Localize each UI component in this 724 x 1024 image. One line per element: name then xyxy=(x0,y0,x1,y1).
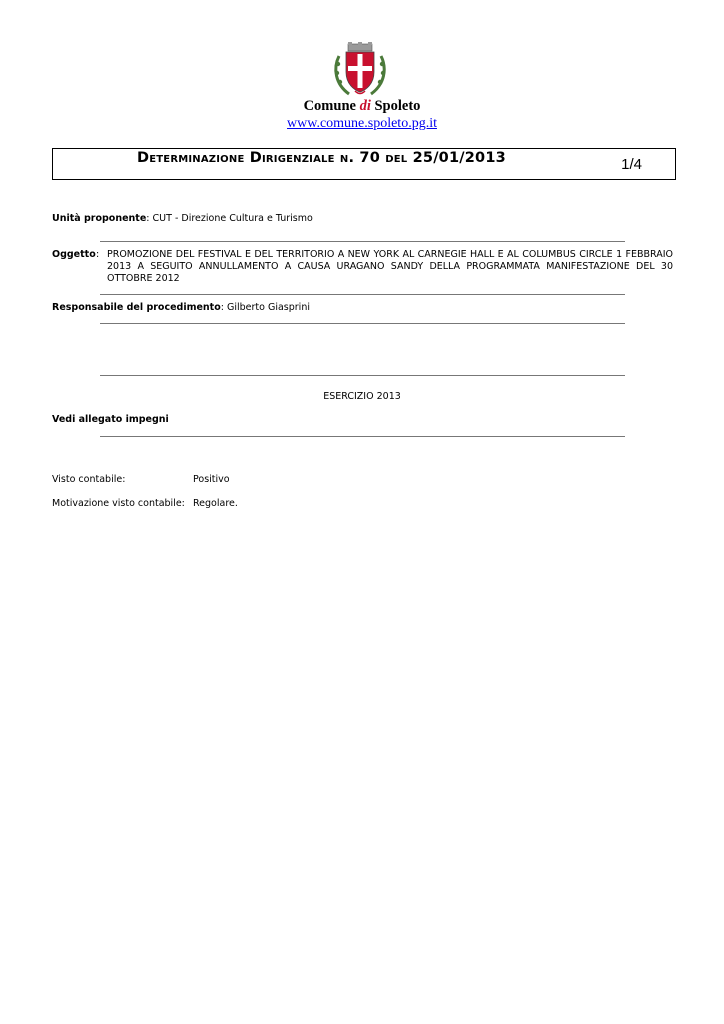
unita-value: CUT - Direzione Cultura e Turismo xyxy=(152,213,313,224)
title-label: Determinazione Dirigenziale n. xyxy=(137,150,355,166)
comune-city: Spoleto xyxy=(374,98,421,114)
motivazione-label: Motivazione visto contabile: xyxy=(52,498,185,509)
municipality-name xyxy=(0,98,724,115)
responsabile-value: Gilberto Giasprini xyxy=(227,302,310,313)
divider xyxy=(100,294,625,295)
visto-value: Positivo xyxy=(193,474,230,485)
divider xyxy=(100,436,625,437)
title-box xyxy=(52,148,676,180)
title-del: del xyxy=(385,150,408,166)
document-title xyxy=(137,149,506,167)
esercizio: ESERCIZIO 2013 xyxy=(323,391,401,402)
responsabile-label: Responsabile del procedimento xyxy=(52,302,221,313)
oggetto-label: Oggetto xyxy=(52,249,96,260)
motivazione-value: Regolare. xyxy=(193,498,238,509)
unita-row: Unità proponente: CUT - Direzione Cultura e Turismo xyxy=(52,213,313,224)
title-number: 70 xyxy=(359,150,380,166)
oggetto-value: PROMOZIONE DEL FESTIVAL E DEL TERRITORIO A NEW YORK AL CARNEGIE HALL E AL COLUMBUS CIRCLE 1 FEBBRAIO 2013 A SEGUITO ANNULLAMENTO A CAUSA URAGANO SANDY DELLA PROGRAMMATA MANIFESTAZIONE DEL 30 OTTOBRE 2012 xyxy=(107,249,673,284)
title-date: 25/01/2013 xyxy=(412,150,506,166)
oggetto-colon: : xyxy=(96,249,100,260)
page-number: 1/4 xyxy=(621,156,642,173)
divider xyxy=(100,375,625,376)
divider xyxy=(100,323,625,324)
divider xyxy=(100,241,625,242)
comune-di: di xyxy=(359,98,371,114)
visto-label: Visto contabile: xyxy=(52,474,126,485)
allegato-label: Vedi allegato impegni xyxy=(52,414,169,425)
coat-of-arms-logo xyxy=(331,42,389,98)
website-link[interactable]: www.comune.spoleto.pg.it xyxy=(287,116,437,131)
responsabile-row: Responsabile del procedimento: Gilberto Giasprini xyxy=(52,302,310,313)
comune-prefix: Comune xyxy=(303,98,356,114)
unita-label: Unità proponente xyxy=(52,213,147,224)
